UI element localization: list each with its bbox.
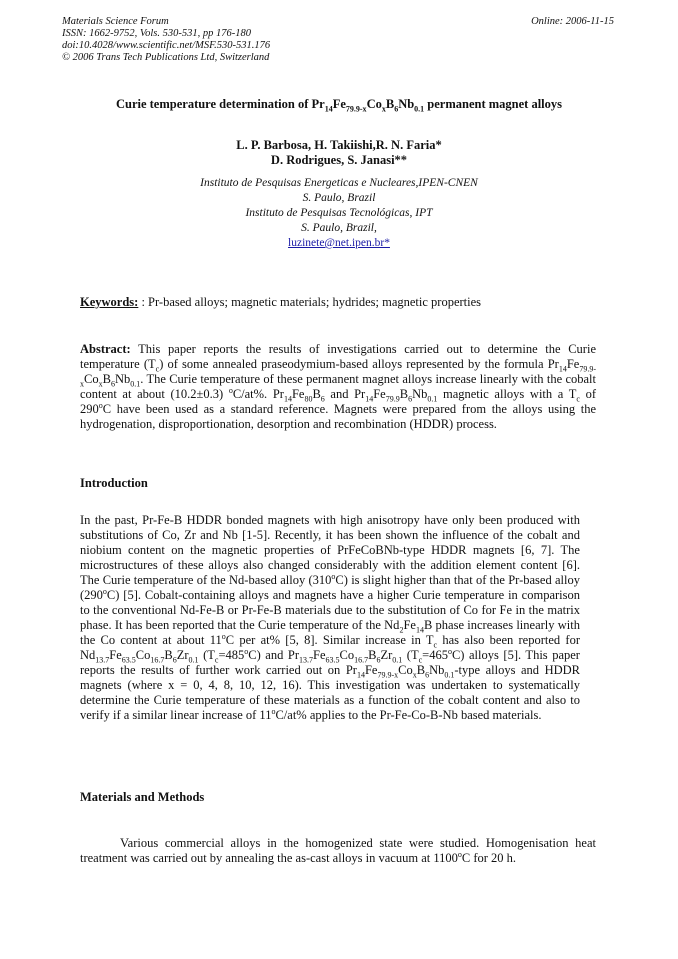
introduction-body: In the past, Pr-Fe-B HDDR bonded magnets with high anisotropy have only been produced with substitutions of Co, Zr and Nb [1-5]. Recently, it has been shown the influence of the cobalt and niobium content on the magnetic properties of PrFeCoBNb-type HDDR magnets [6, 7]. The microstructures of these alloys also changed considerably with the addition element content [6]. The Curie temperature of the Nd-based alloy (310$^o$C) is slight higher than that of the Pr-based alloy (290$^o$C) [5]. Cobalt-containing alloys and magnets have a higher Curie temperature in comparison to the conventional Nd-Fe-B or Pr-Fe-B materials due to the substitution of Co for Fe in the matrix phase. It has been reported that the Curie temperature of the $Nd_2Fe_{14}B$ phase increases linearly with the Co content at about 11$^o$C per at% [5, 8]. Similar increase in $T_c$ has also been reported for $Nd_{13.7}Fe_{63.5}Co_{16.7}B_6Zr_{0.1}$ $(T_c=485^oC)$ and $Pr_{13.7}Fe_{63.5}Co_{16.7}B_6Zr_{0.1}$ $(T_c=465^oC)$ alloys [5]. This paper reports the results of further work carried out on $Pr_{14}Fe_{79.9-x}Co_xB_6Nb_{0.1}$-type alloys and HDDR magnets (where x = 0, 4, 8, 10, 12, 16). This investigation was undertaken to systematically determine the Curie temperature of these materials as a function of the cobalt content and also to verify if a similar linear increase of 11$^o$C/at% applies to the Pr-Fe-Co-B-Nb based materials. <box>80 513 580 722</box>
doi-line: doi:10.4028/www.scientific.net/MSF.530-531.176 <box>62 40 271 51</box>
abstract: Abstract: This paper reports the results of investigations carried out to determine the Curie temperature $(T_c)$ of some annealed praseodymium-based alloys represented by the formula $Pr_{14}Fe_{79.9-x}Co_xB_6Nb_{0.1}$. The Curie temperature of these permanent magnet alloys increase linearly with the cobalt content at about (10.2±0.3) $^o$C/at%. $Pr_{14}Fe_{80}B_6$ and $Pr_{14}Fe_{79.9}B_6Nb_{0.1}$ magnetic alloys with a $T_c$ of 290$^o$C have been used as a standard reference. Magnets were prepared from the alloys using the hydrogenation, disproportionation, desorption and recombination (HDDR) process. <box>80 342 597 431</box>
affiliation-1: Instituto de Pesquisas Energeticas e Nucleares,IPEN-CNEN <box>200 177 478 189</box>
affiliation-2-city: S. Paulo, Brazil, <box>301 222 377 234</box>
publication-info <box>62 16 270 64</box>
online-date: Online: 2006-11-15 <box>531 16 614 27</box>
abstract-label: Abstract: <box>80 342 131 356</box>
email-link[interactable]: luzinete@net.ipen.br* <box>288 237 390 249</box>
copyright-line: © 2006 Trans Tech Publications Ltd, Switzerland <box>62 52 270 63</box>
methods-heading: Materials and Methods <box>80 790 205 804</box>
keywords-text: : Pr-based alloys; magnetic materials; hydrides; magnetic properties <box>138 295 482 309</box>
issn-line: ISSN: 1662-9752, Vols. 530-531, pp 176-180 <box>62 28 251 39</box>
keywords-label: Keywords: <box>80 295 139 309</box>
authors-line-2: D. Rodrigues, S. Janasi** <box>270 153 408 167</box>
introduction-heading: Introduction <box>80 476 148 490</box>
affiliations <box>0 176 678 251</box>
methods-body: Various commercial alloys in the homogenized state were studied. Homogenisation heat treatment was carried out by annealing the as-cast alloys in vacuum at 1100$^o$C for 20 h. <box>80 836 596 865</box>
paper-title: Curie temperature determination of $Pr_{14}Fe_{79.9-x}Co_xB_6Nb_{0.1}$ permanent magnet alloys <box>115 97 563 114</box>
journal-name: Materials Science Forum <box>62 16 169 27</box>
author-list <box>0 138 678 168</box>
authors-line-1: L. P. Barbosa, H. Takiishi,R. N. Faria* <box>236 138 442 152</box>
affiliation-2: Instituto de Pesquisas Tecnológicas, IPT <box>245 207 433 219</box>
keywords <box>80 295 481 310</box>
affiliation-1-city: S. Paulo, Brazil <box>302 192 376 204</box>
